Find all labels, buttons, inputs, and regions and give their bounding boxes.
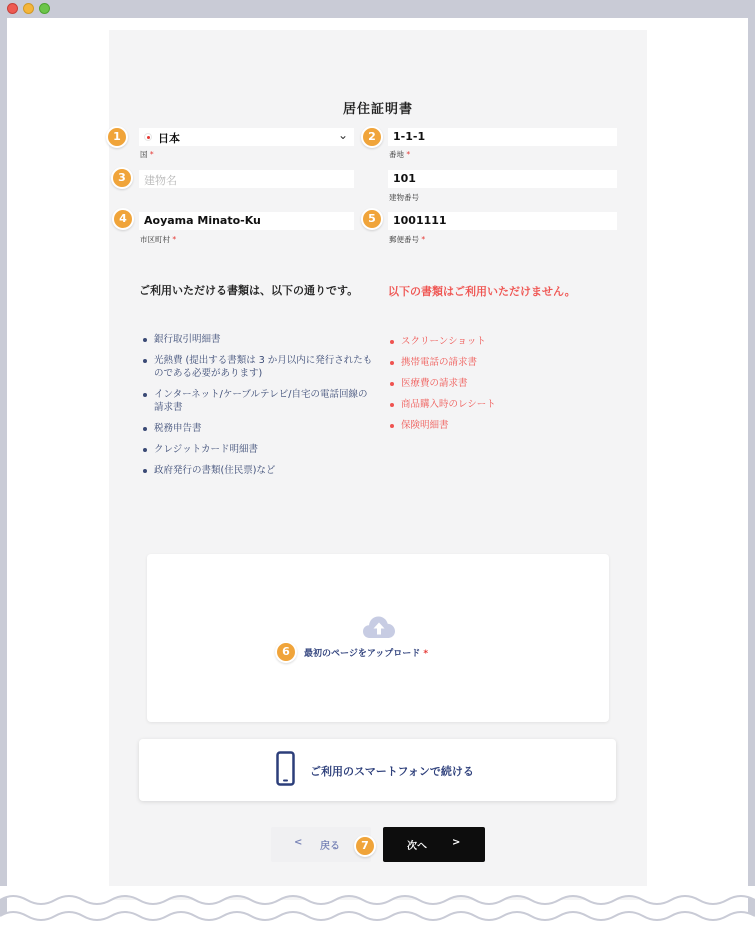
list-item: 医療費の請求書 [388,377,588,390]
step-badge-2: 2 [361,126,383,148]
chevron-left-icon: < [294,837,303,848]
upload-label: 最初のページをアップロード * [304,649,429,659]
next-label: 次へ [407,841,427,852]
building-name-placeholder: 建物名 [144,174,177,187]
accepted-documents-list [141,333,373,485]
japan-flag-icon [144,133,152,141]
minimize-window-button[interactable] [23,3,34,14]
postal-code-field[interactable] [388,212,617,230]
accepted-documents-heading: ご利用いただける書類は、以下の通りです。 [139,284,359,297]
list-item: 保険明細書 [388,419,588,432]
address-field[interactable] [388,128,617,146]
list-item: インターネット/ケーブルテレビ/自宅の電話回線の請求書 [141,388,373,414]
step-badge-6: 6 [275,641,297,663]
page-viewport [7,18,748,944]
back-label: 戻る [320,841,340,852]
building-number-caption: 建物番号 [389,193,419,202]
smartphone-icon [276,751,295,786]
maximize-window-button[interactable] [39,3,50,14]
address-caption: 番地 * [389,150,411,159]
list-item: スクリーンショット [388,335,588,348]
cloud-upload-icon [362,615,396,639]
step-badge-3: 3 [111,167,133,189]
address-value: 1-1-1 [393,130,426,143]
list-item: 政府発行の書類(住民票)など [141,464,373,477]
continue-on-smartphone-button[interactable] [139,739,616,801]
building-number-field[interactable] [388,170,617,188]
chevron-right-icon: > [452,837,461,848]
list-item: 税務申告書 [141,422,373,435]
city-value: Aoyama Minato-Ku [144,214,261,227]
list-item: クレジットカード明細書 [141,443,373,456]
city-caption: 市区町村 * [140,235,177,244]
list-item: 携帯電話の請求書 [388,356,588,369]
rejected-documents-list [388,335,588,440]
residence-form-panel [109,30,647,900]
step-badge-4: 4 [112,208,134,230]
upload-dropzone[interactable] [147,554,609,722]
next-button[interactable] [383,827,485,862]
postal-code-caption: 郵便番号 * [389,235,426,244]
rejected-documents-heading: 以下の書類はご利用いただけません。 [388,285,576,298]
country-caption: 国 * [140,150,154,159]
country-select[interactable] [139,128,354,146]
list-item: 商品購入時のレシート [388,398,588,411]
list-item: 光熱費 (提出する書類は 3 か月以内に発行されたものである必要があります) [141,354,373,380]
building-number-value: 101 [393,172,416,185]
list-item: 銀行取引明細書 [141,333,373,346]
city-field[interactable] [139,212,354,230]
country-value: 日本 [158,132,180,145]
close-window-button[interactable] [7,3,18,14]
postal-code-value: 1001111 [393,214,447,227]
page-title: 居住証明書 [342,102,413,117]
torn-edge-decoration [0,886,755,944]
step-badge-7: 7 [354,835,376,857]
step-badge-1: 1 [106,126,128,148]
chevron-down-icon: ⌄ [337,128,348,142]
smartphone-label: ご利用のスマートフォンで続ける [310,765,474,778]
building-name-field[interactable] [139,170,354,188]
window-titlebar [0,0,755,18]
step-badge-5: 5 [361,208,383,230]
